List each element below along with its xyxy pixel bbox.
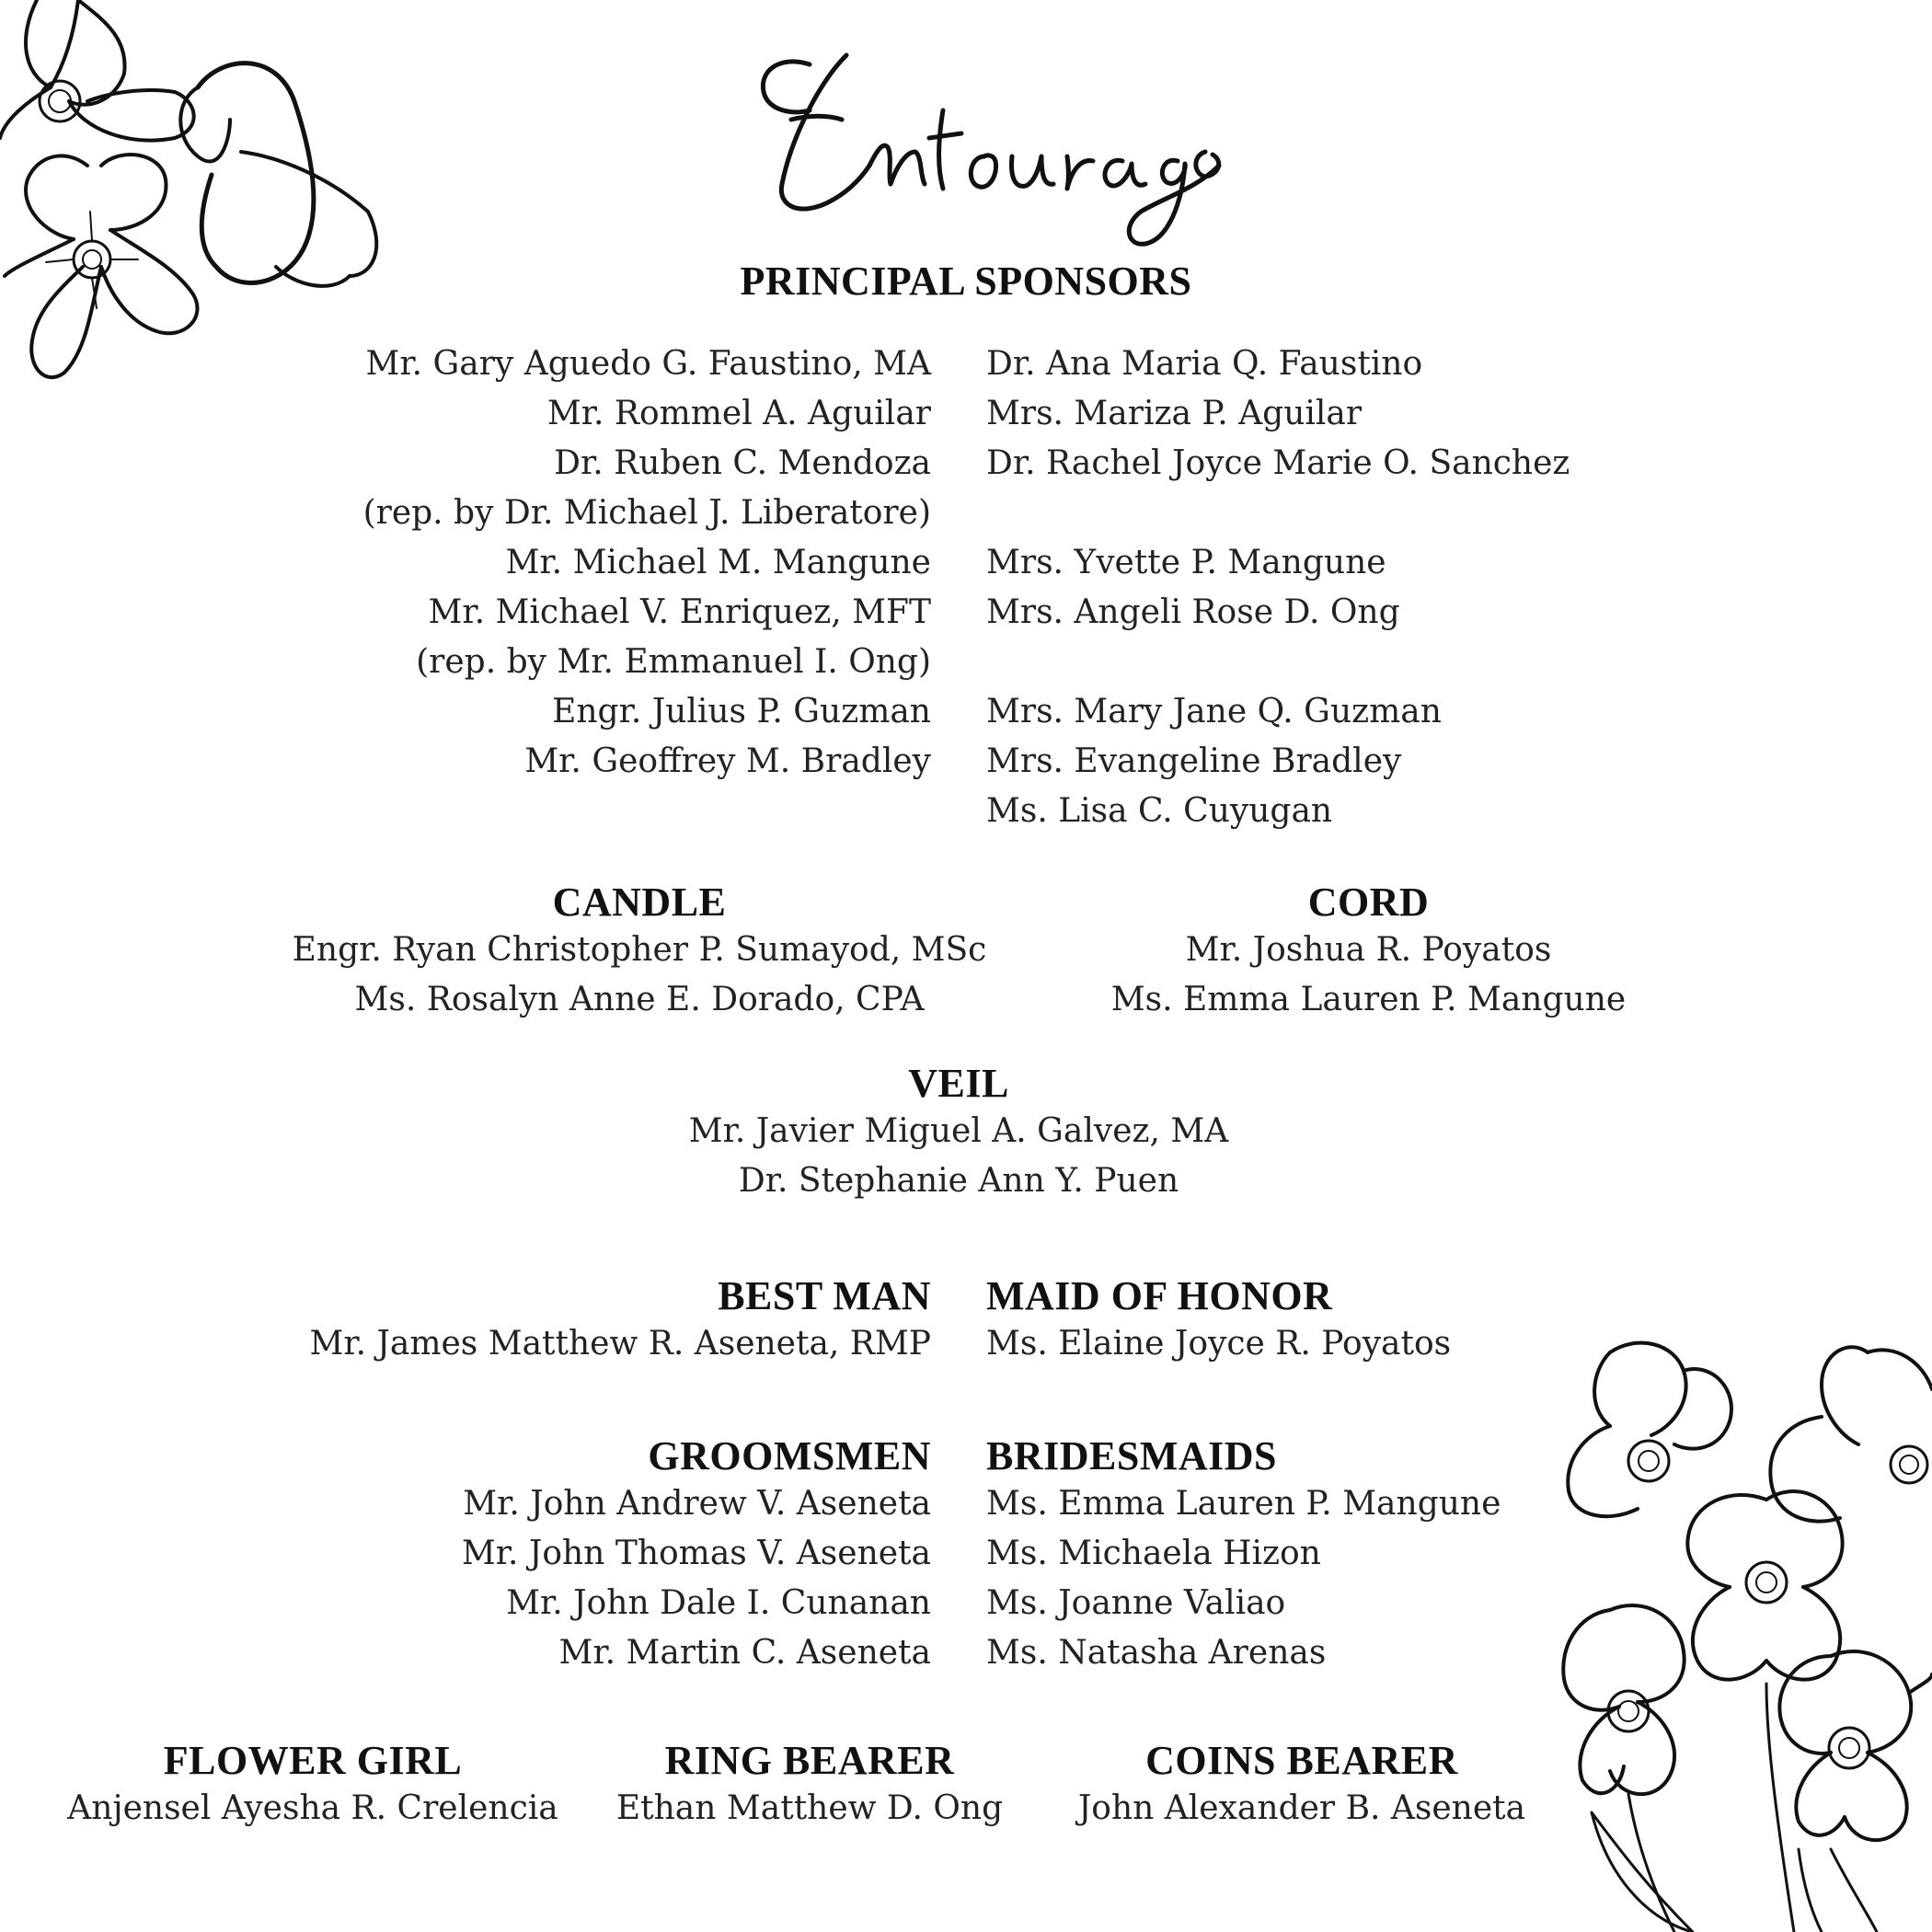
bridesmaid-name: Ms. Emma Lauren P. Mangune bbox=[986, 1485, 1501, 1523]
sponsor-name: Dr. Ruben C. Mendoza bbox=[554, 444, 931, 482]
groomsman-name: Mr. John Thomas V. Aseneta bbox=[461, 1535, 931, 1572]
sponsor-representative: (rep. by Dr. Michael J. Liberatore) bbox=[362, 494, 931, 532]
sponsor-representative: (rep. by Mr. Emmanuel I. Ong) bbox=[416, 643, 931, 681]
best-man-heading: BEST MAN bbox=[718, 1273, 931, 1318]
ring-bearer-section bbox=[580, 1737, 1040, 1834]
maid-of-honor-heading: MAID OF HONOR bbox=[986, 1273, 1333, 1318]
best-man-name: Mr. James Matthew R. Aseneta, RMP bbox=[309, 1325, 931, 1363]
sponsor-name: Dr. Rachel Joyce Marie O. Sanchez bbox=[986, 444, 1570, 482]
sponsor-name: Mrs. Yvette P. Mangune bbox=[986, 544, 1386, 581]
coins-bearer-heading: COINS BEARER bbox=[1145, 1738, 1458, 1783]
groomsmen-section bbox=[0, 1432, 931, 1678]
candle-sponsor: Ms. Rosalyn Anne E. Dorado, CPA bbox=[354, 981, 925, 1018]
sponsor-name: Mr. Geoffrey M. Bradley bbox=[524, 742, 931, 780]
sponsor-name: Mr. Michael V. Enriquez, MFT bbox=[428, 593, 931, 631]
groomsman-name: Mr. John Dale I. Cunanan bbox=[506, 1584, 931, 1622]
principal-sponsors-heading: PRINCIPAL SPONSORS bbox=[740, 259, 1192, 304]
sponsor-name: Mr. Gary Aguedo G. Faustino, MA bbox=[365, 345, 931, 383]
sponsor-spacer bbox=[986, 638, 1814, 687]
ring-bearer-heading: RING BEARER bbox=[664, 1738, 955, 1783]
sponsor-name: Mrs. Mariza P. Aguilar bbox=[986, 395, 1363, 432]
groomsman-name: Mr. John Andrew V. Aseneta bbox=[463, 1485, 931, 1523]
coins-bearer-name: John Alexander B. Aseneta bbox=[1077, 1789, 1526, 1827]
veil-sponsor: Mr. Javier Miguel A. Galvez, MA bbox=[688, 1112, 1229, 1150]
candle-sponsor: Engr. Ryan Christopher P. Sumayod, MSc bbox=[292, 931, 987, 969]
best-man-section bbox=[0, 1272, 931, 1369]
veil-sponsor: Dr. Stephanie Ann Y. Puen bbox=[738, 1162, 1179, 1200]
sponsor-spacer bbox=[986, 489, 1814, 538]
ring-bearer-name: Ethan Matthew D. Ong bbox=[615, 1789, 1004, 1827]
bridesmaid-name: Ms. Natasha Arenas bbox=[986, 1634, 1327, 1672]
flower-girl-heading: FLOWER GIRL bbox=[163, 1738, 463, 1783]
principal-sponsors-right-column bbox=[986, 339, 1814, 836]
veil-heading: VEIL bbox=[908, 1061, 1009, 1106]
maid-of-honor-name: Ms. Elaine Joyce R. Poyatos bbox=[986, 1325, 1452, 1363]
sponsor-name: Mrs. Mary Jane Q. Guzman bbox=[986, 693, 1442, 730]
sponsor-name: Mrs. Evangeline Bradley bbox=[986, 742, 1402, 780]
cord-sponsor: Mr. Joshua R. Poyatos bbox=[1185, 931, 1552, 969]
candle-heading: CANDLE bbox=[552, 880, 727, 925]
groomsman-name: Mr. Martin C. Aseneta bbox=[558, 1634, 931, 1672]
cord-heading: CORD bbox=[1307, 880, 1430, 925]
principal-sponsors-left-column bbox=[0, 339, 931, 787]
veil-section bbox=[0, 1060, 1917, 1206]
groomsmen-heading: GROOMSMEN bbox=[648, 1433, 931, 1478]
sponsor-name: Engr. Julius P. Guzman bbox=[552, 693, 931, 730]
title-block bbox=[0, 28, 1932, 258]
bridesmaid-name: Ms. Michaela Hizon bbox=[986, 1535, 1321, 1572]
bridesmaids-section bbox=[986, 1432, 1814, 1678]
flower-girl-section bbox=[37, 1737, 589, 1834]
flower-girl-name: Anjensel Ayesha R. Crelencia bbox=[67, 1789, 558, 1827]
sponsor-name: Mr. Michael M. Mangune bbox=[505, 544, 931, 581]
bridesmaid-name: Ms. Joanne Valiao bbox=[986, 1584, 1286, 1622]
cord-section bbox=[1058, 879, 1679, 1025]
sponsor-name: Dr. Ana Maria Q. Faustino bbox=[986, 345, 1423, 383]
bridesmaids-heading: BRIDESMAIDS bbox=[986, 1433, 1278, 1478]
entourage-script-title bbox=[708, 28, 1224, 258]
sponsor-name: Ms. Lisa C. Cuyugan bbox=[986, 792, 1333, 830]
sponsor-name: Mrs. Angeli Rose D. Ong bbox=[986, 593, 1400, 631]
coins-bearer-section bbox=[1040, 1737, 1564, 1834]
candle-section bbox=[225, 879, 1053, 1025]
maid-of-honor-section bbox=[986, 1272, 1814, 1369]
cord-sponsor: Ms. Emma Lauren P. Mangune bbox=[1110, 981, 1627, 1018]
sponsor-name: Mr. Rommel A. Aguilar bbox=[546, 395, 931, 432]
